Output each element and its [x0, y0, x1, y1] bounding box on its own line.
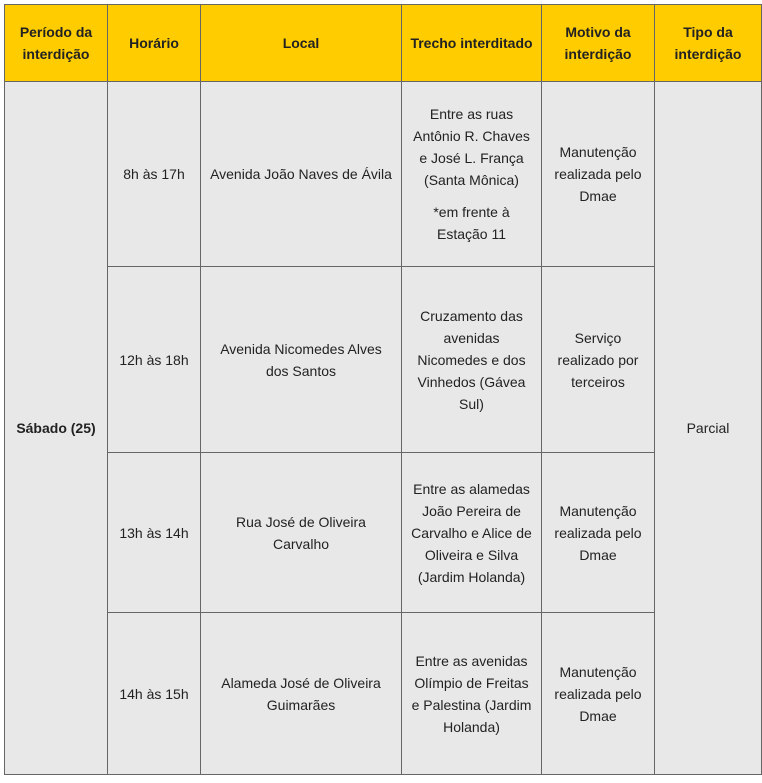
trecho-cell: Entre as alamedas João Pereira de Carvalho e Alice de Oliveira e Silva (Jardim Holanda) [402, 453, 542, 613]
trecho-text: Entre as ruas Antônio R. Chaves e José L. França (Santa Mônica) [413, 106, 530, 188]
local-cell: Avenida João Naves de Ávila [201, 82, 402, 267]
header-trecho: Trecho interditado [402, 5, 542, 82]
trecho-cell: Entre as avenidas Olímpio de Freitas e Palestina (Jardim Holanda) [402, 613, 542, 775]
trecho-cell [402, 82, 542, 267]
header-horario: Horário [108, 5, 201, 82]
header-periodo: Período da interdição [5, 5, 108, 82]
header-tipo: Tipo da interdição [655, 5, 762, 82]
local-cell: Rua José de Oliveira Carvalho [201, 453, 402, 613]
table-row [5, 453, 762, 613]
table-row [5, 267, 762, 453]
horario-cell: 13h às 14h [108, 453, 201, 613]
horario-cell: 8h às 17h [108, 82, 201, 267]
table-row [5, 82, 762, 267]
local-cell: Avenida Nicomedes Alves dos Santos [201, 267, 402, 453]
motivo-cell: Manutenção realizada pelo Dmae [542, 82, 655, 267]
trecho-note: *em frente à Estação 11 [433, 204, 510, 242]
motivo-cell: Serviço realizado por terceiros [542, 267, 655, 453]
period-cell: Sábado (25) [5, 82, 108, 775]
motivo-cell: Manutenção realizada pelo Dmae [542, 613, 655, 775]
table-header-row [5, 5, 762, 82]
horario-cell: 14h às 15h [108, 613, 201, 775]
interdiction-table [4, 4, 762, 775]
header-local: Local [201, 5, 402, 82]
table-row [5, 613, 762, 775]
motivo-cell: Manutenção realizada pelo Dmae [542, 453, 655, 613]
trecho-cell: Cruzamento das avenidas Nicomedes e dos Vinhedos (Gávea Sul) [402, 267, 542, 453]
horario-cell: 12h às 18h [108, 267, 201, 453]
tipo-cell: Parcial [655, 82, 762, 775]
header-motivo: Motivo da interdição [542, 5, 655, 82]
local-cell: Alameda José de Oliveira Guimarães [201, 613, 402, 775]
